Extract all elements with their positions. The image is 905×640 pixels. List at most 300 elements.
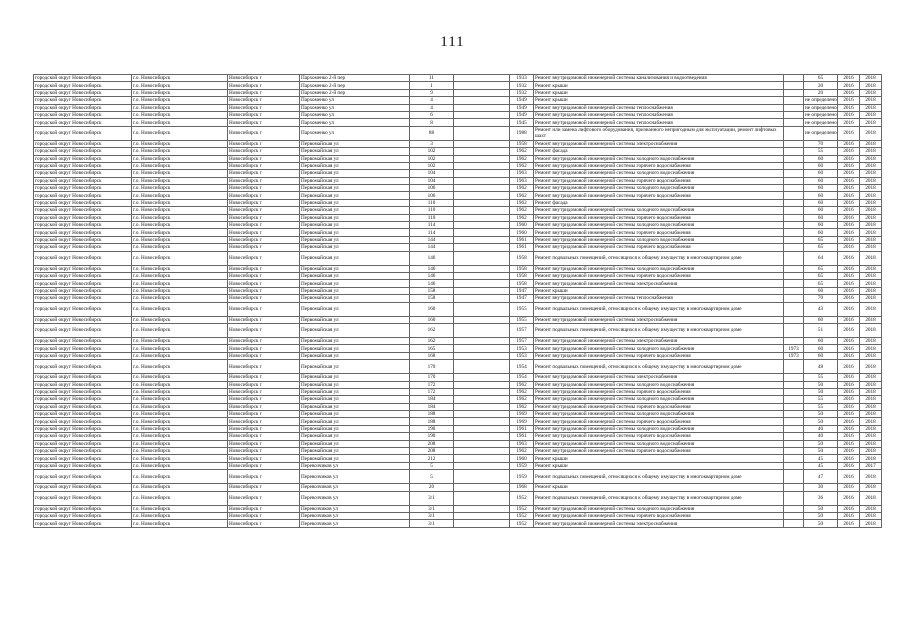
build-year-cell: 1988 bbox=[510, 126, 534, 140]
table-row bbox=[34, 222, 882, 229]
start-year-cell: 2016 bbox=[838, 287, 860, 294]
wear-percent-cell: 50 bbox=[804, 381, 838, 388]
table-row bbox=[34, 126, 882, 140]
municipality-cell: городской округ Новосибирск bbox=[34, 462, 132, 469]
city-cell: Новосибирск г bbox=[228, 75, 300, 82]
house-number-cell: 165 bbox=[410, 345, 454, 352]
start-year-cell: 2016 bbox=[838, 440, 860, 447]
build-year-cell: 1961 bbox=[510, 244, 534, 251]
work-type-cell: Ремонт внутридомовой инженерной системы теплоснабжения bbox=[534, 104, 784, 111]
street-cell: Первомайская ул bbox=[300, 374, 410, 381]
building-cell bbox=[454, 484, 510, 491]
district-cell: г.о. Новосибирск bbox=[132, 374, 228, 381]
table-row bbox=[34, 272, 882, 279]
house-number-cell: 158 bbox=[410, 287, 454, 294]
city-cell: Новосибирск г bbox=[228, 352, 300, 359]
table-row bbox=[34, 411, 882, 418]
table-row bbox=[34, 214, 882, 221]
building-cell bbox=[454, 170, 510, 177]
last-repair-year-cell bbox=[784, 381, 804, 388]
work-type-cell: Ремонт крыши bbox=[534, 89, 784, 96]
table-row bbox=[34, 75, 882, 82]
wear-percent-cell: 45 bbox=[804, 462, 838, 469]
build-year-cell: 1954 bbox=[510, 360, 534, 374]
last-repair-year-cell bbox=[784, 433, 804, 440]
table-row bbox=[34, 287, 882, 294]
build-year-cell: 1961 bbox=[510, 433, 534, 440]
street-cell: Пархоменко ул bbox=[300, 111, 410, 118]
start-year-cell: 2016 bbox=[838, 236, 860, 243]
table-row bbox=[34, 192, 882, 199]
start-year-cell: 2016 bbox=[838, 448, 860, 455]
building-cell bbox=[454, 244, 510, 251]
district-cell: г.о. Новосибирск bbox=[132, 265, 228, 272]
end-year-cell: 2018 bbox=[860, 140, 882, 147]
build-year-cell: 1961 bbox=[510, 236, 534, 243]
build-year-cell: 1952 bbox=[510, 512, 534, 519]
municipality-cell: городской округ Новосибирск bbox=[34, 162, 132, 169]
street-cell: Пархоменко ул bbox=[300, 119, 410, 126]
city-cell: Новосибирск г bbox=[228, 396, 300, 403]
start-year-cell: 2016 bbox=[838, 337, 860, 344]
end-year-cell: 2018 bbox=[860, 396, 882, 403]
end-year-cell: 2018 bbox=[860, 177, 882, 184]
district-cell: г.о. Новосибирск bbox=[132, 448, 228, 455]
district-cell: г.о. Новосибирск bbox=[132, 411, 228, 418]
start-year-cell: 2016 bbox=[838, 520, 860, 527]
last-repair-year-cell bbox=[784, 302, 804, 316]
start-year-cell: 2016 bbox=[838, 251, 860, 265]
district-cell: г.о. Новосибирск bbox=[132, 251, 228, 265]
building-cell bbox=[454, 236, 510, 243]
city-cell: Новосибирск г bbox=[228, 192, 300, 199]
house-number-cell: 146 bbox=[410, 265, 454, 272]
build-year-cell: 1952 bbox=[510, 505, 534, 512]
municipality-cell: городской округ Новосибирск bbox=[34, 491, 132, 505]
wear-percent-cell: не определено bbox=[804, 126, 838, 140]
city-cell: Новосибирск г bbox=[228, 433, 300, 440]
table-row bbox=[34, 236, 882, 243]
end-year-cell: 2017 bbox=[860, 462, 882, 469]
house-number-cell: 160 bbox=[410, 302, 454, 316]
city-cell: Новосибирск г bbox=[228, 491, 300, 505]
house-number-cell: 146 bbox=[410, 251, 454, 265]
start-year-cell: 2016 bbox=[838, 280, 860, 287]
end-year-cell: 2018 bbox=[860, 388, 882, 395]
work-type-cell: Ремонт фасада bbox=[534, 199, 784, 206]
build-year-cell: 1947 bbox=[510, 295, 534, 302]
end-year-cell: 2018 bbox=[860, 89, 882, 96]
municipality-cell: городской округ Новосибирск bbox=[34, 374, 132, 381]
wear-percent-cell: 65 bbox=[804, 236, 838, 243]
work-type-cell: Ремонт внутридомовой инженерной системы холодного водоснабжения bbox=[534, 425, 784, 432]
table-row bbox=[34, 455, 882, 462]
start-year-cell: 2016 bbox=[838, 352, 860, 359]
last-repair-year-cell bbox=[784, 75, 804, 82]
build-year-cell: 1932 bbox=[510, 82, 534, 89]
street-cell: Первомайская ул bbox=[300, 207, 410, 214]
end-year-cell: 2018 bbox=[860, 512, 882, 519]
building-cell bbox=[454, 512, 510, 519]
house-number-cell: 1 bbox=[410, 82, 454, 89]
wear-percent-cell: 55 bbox=[804, 148, 838, 155]
city-cell: Новосибирск г bbox=[228, 89, 300, 96]
district-cell: г.о. Новосибирск bbox=[132, 505, 228, 512]
last-repair-year-cell bbox=[784, 155, 804, 162]
start-year-cell: 2016 bbox=[838, 185, 860, 192]
table-row bbox=[34, 425, 882, 432]
city-cell: Новосибирск г bbox=[228, 388, 300, 395]
start-year-cell: 2016 bbox=[838, 505, 860, 512]
street-cell: Первомайская ул bbox=[300, 360, 410, 374]
start-year-cell: 2016 bbox=[838, 396, 860, 403]
wear-percent-cell: 60 bbox=[804, 345, 838, 352]
building-cell bbox=[454, 470, 510, 484]
house-number-cell: 6 bbox=[410, 111, 454, 118]
build-year-cell: 1960 bbox=[510, 229, 534, 236]
start-year-cell: 2016 bbox=[838, 418, 860, 425]
house-number-cell: 5 bbox=[410, 462, 454, 469]
start-year-cell: 2016 bbox=[838, 470, 860, 484]
house-number-cell: 3/1 bbox=[410, 491, 454, 505]
house-number-cell: 3/1 bbox=[410, 512, 454, 519]
table-row bbox=[34, 177, 882, 184]
district-cell: г.о. Новосибирск bbox=[132, 185, 228, 192]
work-type-cell: Ремонт внутридомовой инженерной системы горячего водоснабжения bbox=[534, 162, 784, 169]
district-cell: г.о. Новосибирск bbox=[132, 126, 228, 140]
last-repair-year-cell bbox=[784, 462, 804, 469]
last-repair-year-cell bbox=[784, 97, 804, 104]
last-repair-year-cell bbox=[784, 229, 804, 236]
build-year-cell: 1962 bbox=[510, 207, 534, 214]
wear-percent-cell: 60 bbox=[804, 177, 838, 184]
work-type-cell: Ремонт внутридомовой инженерной системы холодного водоснабжения bbox=[534, 345, 784, 352]
district-cell: г.о. Новосибирск bbox=[132, 104, 228, 111]
end-year-cell: 2018 bbox=[860, 433, 882, 440]
municipality-cell: городской округ Новосибирск bbox=[34, 455, 132, 462]
end-year-cell: 2018 bbox=[860, 448, 882, 455]
street-cell: Первомайская ул bbox=[300, 148, 410, 155]
wear-percent-cell: 60 bbox=[804, 222, 838, 229]
city-cell: Новосибирск г bbox=[228, 162, 300, 169]
build-year-cell: 1961 bbox=[510, 425, 534, 432]
street-cell: Первомайская ул bbox=[300, 418, 410, 425]
last-repair-year-cell bbox=[784, 272, 804, 279]
building-cell bbox=[454, 323, 510, 337]
municipality-cell: городской округ Новосибирск bbox=[34, 381, 132, 388]
end-year-cell: 2018 bbox=[860, 155, 882, 162]
wear-percent-cell: 65 bbox=[804, 280, 838, 287]
build-year-cell: 1958 bbox=[510, 251, 534, 265]
wear-percent-cell: 48 bbox=[804, 360, 838, 374]
house-number-cell: 170 bbox=[410, 374, 454, 381]
table-row bbox=[34, 265, 882, 272]
city-cell: Новосибирск г bbox=[228, 381, 300, 388]
last-repair-year-cell bbox=[784, 265, 804, 272]
house-number-cell: 102 bbox=[410, 162, 454, 169]
wear-percent-cell: 40 bbox=[804, 433, 838, 440]
street-cell: Перевозчиков ул bbox=[300, 491, 410, 505]
district-cell: г.о. Новосибирск bbox=[132, 111, 228, 118]
street-cell: Первомайская ул bbox=[300, 287, 410, 294]
wear-percent-cell: 20 bbox=[804, 89, 838, 96]
start-year-cell: 2016 bbox=[838, 345, 860, 352]
table-row bbox=[34, 462, 882, 469]
municipality-cell: городской округ Новосибирск bbox=[34, 82, 132, 89]
build-year-cell: 1947 bbox=[510, 287, 534, 294]
district-cell: г.о. Новосибирск bbox=[132, 162, 228, 169]
last-repair-year-cell bbox=[784, 512, 804, 519]
wear-percent-cell: 50 bbox=[804, 512, 838, 519]
district-cell: г.о. Новосибирск bbox=[132, 148, 228, 155]
wear-percent-cell: 60 bbox=[804, 337, 838, 344]
house-number-cell: 188 bbox=[410, 418, 454, 425]
end-year-cell: 2018 bbox=[860, 337, 882, 344]
table-row bbox=[34, 295, 882, 302]
table-row bbox=[34, 251, 882, 265]
end-year-cell: 2018 bbox=[860, 185, 882, 192]
city-cell: Новосибирск г bbox=[228, 337, 300, 344]
build-year-cell: 1969 bbox=[510, 418, 534, 425]
end-year-cell: 2018 bbox=[860, 207, 882, 214]
house-number-cell: 172 bbox=[410, 381, 454, 388]
table-row bbox=[34, 140, 882, 147]
street-cell: Первомайская ул bbox=[300, 170, 410, 177]
house-number-cell: 3/1 bbox=[410, 520, 454, 527]
end-year-cell: 2018 bbox=[860, 316, 882, 323]
district-cell: г.о. Новосибирск bbox=[132, 119, 228, 126]
start-year-cell: 2016 bbox=[838, 462, 860, 469]
city-cell: Новосибирск г bbox=[228, 462, 300, 469]
start-year-cell: 2016 bbox=[838, 177, 860, 184]
building-cell bbox=[454, 433, 510, 440]
end-year-cell: 2018 bbox=[860, 520, 882, 527]
wear-percent-cell: 60 bbox=[804, 207, 838, 214]
end-year-cell: 2018 bbox=[860, 505, 882, 512]
house-number-cell: 170 bbox=[410, 360, 454, 374]
district-cell: г.о. Новосибирск bbox=[132, 287, 228, 294]
last-repair-year-cell bbox=[784, 403, 804, 410]
wear-percent-cell: 50 bbox=[804, 411, 838, 418]
city-cell: Новосибирск г bbox=[228, 316, 300, 323]
street-cell: Первомайская ул bbox=[300, 177, 410, 184]
wear-percent-cell: 50 bbox=[804, 440, 838, 447]
city-cell: Новосибирск г bbox=[228, 272, 300, 279]
end-year-cell: 2018 bbox=[860, 162, 882, 169]
last-repair-year-cell bbox=[784, 374, 804, 381]
building-cell bbox=[454, 192, 510, 199]
municipality-cell: городской округ Новосибирск bbox=[34, 448, 132, 455]
street-cell: Первомайская ул bbox=[300, 345, 410, 352]
building-cell bbox=[454, 381, 510, 388]
district-cell: г.о. Новосибирск bbox=[132, 337, 228, 344]
build-year-cell: 1962 bbox=[510, 388, 534, 395]
building-cell bbox=[454, 140, 510, 147]
district-cell: г.о. Новосибирск bbox=[132, 360, 228, 374]
municipality-cell: городской округ Новосибирск bbox=[34, 251, 132, 265]
district-cell: г.о. Новосибирск bbox=[132, 272, 228, 279]
district-cell: г.о. Новосибирск bbox=[132, 97, 228, 104]
start-year-cell: 2016 bbox=[838, 302, 860, 316]
district-cell: г.о. Новосибирск bbox=[132, 89, 228, 96]
start-year-cell: 2016 bbox=[838, 272, 860, 279]
table-body bbox=[34, 75, 882, 528]
last-repair-year-cell bbox=[784, 119, 804, 126]
city-cell: Новосибирск г bbox=[228, 222, 300, 229]
build-year-cell: 1962 bbox=[510, 396, 534, 403]
municipality-cell: городской округ Новосибирск bbox=[34, 520, 132, 527]
district-cell: г.о. Новосибирск bbox=[132, 425, 228, 432]
start-year-cell: 2016 bbox=[838, 207, 860, 214]
street-cell: Перевозчиков ул bbox=[300, 505, 410, 512]
building-cell bbox=[454, 374, 510, 381]
municipality-cell: городской округ Новосибирск bbox=[34, 418, 132, 425]
table-row bbox=[34, 97, 882, 104]
end-year-cell: 2018 bbox=[860, 265, 882, 272]
district-cell: г.о. Новосибирск bbox=[132, 155, 228, 162]
table-row bbox=[34, 89, 882, 96]
start-year-cell: 2016 bbox=[838, 265, 860, 272]
district-cell: г.о. Новосибирск bbox=[132, 229, 228, 236]
start-year-cell: 2016 bbox=[838, 433, 860, 440]
district-cell: г.о. Новосибирск bbox=[132, 388, 228, 395]
work-type-cell: Ремонт крыши bbox=[534, 484, 784, 491]
city-cell: Новосибирск г bbox=[228, 104, 300, 111]
city-cell: Новосибирск г bbox=[228, 418, 300, 425]
build-year-cell: 1962 bbox=[510, 148, 534, 155]
work-type-cell: Ремонт внутридомовой инженерной системы горячего водоснабжения bbox=[534, 214, 784, 221]
wear-percent-cell: 50 bbox=[804, 505, 838, 512]
last-repair-year-cell bbox=[784, 104, 804, 111]
district-cell: г.о. Новосибирск bbox=[132, 236, 228, 243]
last-repair-year-cell bbox=[784, 126, 804, 140]
building-cell bbox=[454, 185, 510, 192]
district-cell: г.о. Новосибирск bbox=[132, 418, 228, 425]
street-cell: Первомайская ул bbox=[300, 199, 410, 206]
build-year-cell: 1959 bbox=[510, 462, 534, 469]
street-cell: Первомайская ул bbox=[300, 403, 410, 410]
start-year-cell: 2016 bbox=[838, 104, 860, 111]
last-repair-year-cell bbox=[784, 214, 804, 221]
city-cell: Новосибирск г bbox=[228, 403, 300, 410]
building-cell bbox=[454, 222, 510, 229]
municipality-cell: городской округ Новосибирск bbox=[34, 140, 132, 147]
wear-percent-cell: 36 bbox=[804, 491, 838, 505]
work-type-cell: Ремонт крыши bbox=[534, 462, 784, 469]
house-number-cell: 110 bbox=[410, 199, 454, 206]
street-cell: Первомайская ул bbox=[300, 272, 410, 279]
end-year-cell: 2018 bbox=[860, 126, 882, 140]
last-repair-year-cell bbox=[784, 177, 804, 184]
end-year-cell: 2018 bbox=[860, 470, 882, 484]
last-repair-year-cell bbox=[784, 199, 804, 206]
end-year-cell: 2018 bbox=[860, 82, 882, 89]
city-cell: Новосибирск г bbox=[228, 520, 300, 527]
street-cell: Первомайская ул bbox=[300, 265, 410, 272]
municipality-cell: городской округ Новосибирск bbox=[34, 119, 132, 126]
municipality-cell: городской округ Новосибирск bbox=[34, 411, 132, 418]
build-year-cell: 1945 bbox=[510, 119, 534, 126]
build-year-cell: 1957 bbox=[510, 337, 534, 344]
last-repair-year-cell bbox=[784, 236, 804, 243]
city-cell: Новосибирск г bbox=[228, 207, 300, 214]
last-repair-year-cell bbox=[784, 316, 804, 323]
wear-percent-cell: 50 bbox=[804, 388, 838, 395]
building-cell bbox=[454, 388, 510, 395]
build-year-cell: 1962 bbox=[510, 403, 534, 410]
wear-percent-cell: 60 bbox=[804, 316, 838, 323]
start-year-cell: 2016 bbox=[838, 222, 860, 229]
building-cell bbox=[454, 177, 510, 184]
table-row bbox=[34, 185, 882, 192]
page-number: 111 bbox=[440, 34, 465, 50]
build-year-cell: 1960 bbox=[510, 222, 534, 229]
street-cell: Первомайская ул bbox=[300, 433, 410, 440]
street-cell: Первомайская ул bbox=[300, 425, 410, 432]
work-type-cell: Ремонт внутридомовой инженерной системы холодного водоснабжения bbox=[534, 185, 784, 192]
build-year-cell: 1952 bbox=[510, 520, 534, 527]
work-type-cell: Ремонт крыши bbox=[534, 82, 784, 89]
house-number-cell: 9 bbox=[410, 89, 454, 96]
last-repair-year-cell bbox=[784, 287, 804, 294]
building-cell bbox=[454, 148, 510, 155]
district-cell: г.о. Новосибирск bbox=[132, 207, 228, 214]
municipality-cell: городской округ Новосибирск bbox=[34, 244, 132, 251]
end-year-cell: 2018 bbox=[860, 455, 882, 462]
start-year-cell: 2016 bbox=[838, 111, 860, 118]
municipality-cell: городской округ Новосибирск bbox=[34, 89, 132, 96]
work-type-cell: Ремонт внутридомовой инженерной системы холодного водоснабжения bbox=[534, 155, 784, 162]
district-cell: г.о. Новосибирск bbox=[132, 170, 228, 177]
last-repair-year-cell bbox=[784, 111, 804, 118]
city-cell: Новосибирск г bbox=[228, 512, 300, 519]
end-year-cell: 2018 bbox=[860, 97, 882, 104]
start-year-cell: 2016 bbox=[838, 381, 860, 388]
table-row bbox=[34, 323, 882, 337]
municipality-cell: городской округ Новосибирск bbox=[34, 470, 132, 484]
district-cell: г.о. Новосибирск bbox=[132, 280, 228, 287]
build-year-cell: 1959 bbox=[510, 470, 534, 484]
city-cell: Новосибирск г bbox=[228, 111, 300, 118]
city-cell: Новосибирск г bbox=[228, 185, 300, 192]
street-cell: Первомайская ул bbox=[300, 280, 410, 287]
building-cell bbox=[454, 337, 510, 344]
work-type-cell: Ремонт внутридомовой инженерной системы горячего водоснабжения bbox=[534, 229, 784, 236]
end-year-cell: 2018 bbox=[860, 295, 882, 302]
building-cell bbox=[454, 119, 510, 126]
street-cell: Первомайская ул bbox=[300, 229, 410, 236]
building-cell bbox=[454, 352, 510, 359]
municipality-cell: городской округ Новосибирск bbox=[34, 177, 132, 184]
wear-percent-cell: 55 bbox=[804, 374, 838, 381]
house-number-cell: 110 bbox=[410, 207, 454, 214]
municipality-cell: городской округ Новосибирск bbox=[34, 207, 132, 214]
build-year-cell: 1949 bbox=[510, 104, 534, 111]
house-number-cell: 106 bbox=[410, 185, 454, 192]
municipality-cell: городской округ Новосибирск bbox=[34, 272, 132, 279]
district-cell: г.о. Новосибирск bbox=[132, 316, 228, 323]
end-year-cell: 2018 bbox=[860, 214, 882, 221]
last-repair-year-cell bbox=[784, 505, 804, 512]
end-year-cell: 2018 bbox=[860, 302, 882, 316]
table-row bbox=[34, 104, 882, 111]
house-number-cell: 110 bbox=[410, 214, 454, 221]
wear-percent-cell: не определено bbox=[805, 104, 837, 111]
municipality-cell: городской округ Новосибирск bbox=[34, 229, 132, 236]
district-cell: г.о. Новосибирск bbox=[132, 403, 228, 410]
house-number-cell: 102 bbox=[410, 148, 454, 155]
work-type-cell: Ремонт подвальных помещений, относящихся к общему имуществу в многоквартирном доме bbox=[534, 323, 784, 337]
